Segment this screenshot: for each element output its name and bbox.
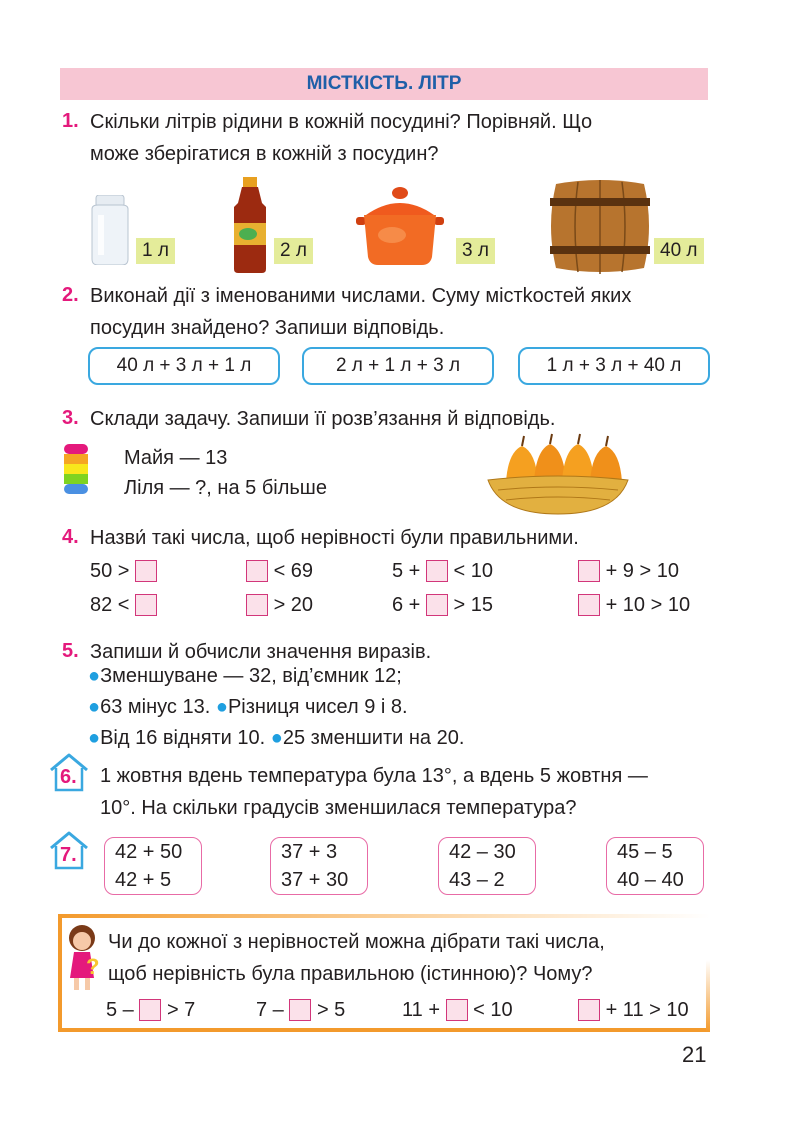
extra-line-2: щоб нерівність була правильною (істинною)? Чому? <box>108 963 593 985</box>
pencil-stack-icon <box>64 444 88 494</box>
task-4-number: 4. <box>62 526 79 548</box>
inequality-1-2: < 69 <box>246 560 313 583</box>
answer-square[interactable] <box>446 999 468 1021</box>
answer-square[interactable] <box>578 999 600 1021</box>
task-1-line-1: Скільки літрів рідини в кожній посудині? Порівняй. Що <box>90 111 593 133</box>
expression-pair-4: 45 – 5 40 – 40 <box>606 837 704 895</box>
task-2-line-1: Виконай дії з іменованими числами. Суму містkостей яких <box>90 285 632 307</box>
expression-pair-1: 42 + 50 42 + 5 <box>104 837 202 895</box>
inequality-2-1: 82 < <box>90 594 157 617</box>
task-3-line-1: Склади задачу. Запиши її розв’язання й відповідь. <box>90 408 556 430</box>
extra-inequality-2: 7 – > 5 <box>256 999 346 1021</box>
answer-square[interactable] <box>578 594 600 616</box>
inequality-2-2: > 20 <box>246 594 313 617</box>
extra-box-top-border <box>58 914 710 918</box>
answer-square[interactable] <box>426 560 448 582</box>
task-2-line-2: посудин знайдено? Запиши відповідь. <box>90 317 445 339</box>
answer-square[interactable] <box>139 999 161 1021</box>
task-3-number: 3. <box>62 407 79 429</box>
task-5-items-4-5: ●Від 16 відняти 10. ●25 зменшити на 20. <box>88 727 465 749</box>
girl-with-question-icon <box>62 922 104 994</box>
extra-box-right-border <box>706 960 710 1032</box>
expression-box-3: 1 л + 3 л + 40 л <box>518 347 710 385</box>
extra-box-bottom-border <box>58 1028 710 1032</box>
extra-inequality-4: + 11 > 10 <box>578 999 689 1022</box>
task-1-line-2: може зберігатися в кожній з посудин? <box>90 143 439 165</box>
expression-pair-2: 37 + 3 37 + 30 <box>270 837 368 895</box>
task-6-number: 6. <box>60 766 77 788</box>
extra-line-1: Чи до кожної з нерівностей можна дібрати такі числа, <box>108 931 605 953</box>
task-6-line-1: 1 жовтня вдень температура була 13°, а вдень 5 жовтня — <box>100 765 648 787</box>
inequality-1-3: 5 + < 10 <box>392 560 493 582</box>
barrel-icon <box>548 178 652 274</box>
volume-label-4: 40 л <box>654 238 704 264</box>
answer-square[interactable] <box>135 594 157 616</box>
volume-label-1: 1 л <box>136 238 175 264</box>
pears-basket-icon <box>486 432 630 516</box>
answer-square[interactable] <box>246 560 268 582</box>
pot-icon <box>352 185 448 267</box>
extra-inequality-1: 5 – > 7 <box>106 999 196 1021</box>
bottle-icon <box>228 177 272 273</box>
answer-square[interactable] <box>289 999 311 1021</box>
svg-text:?: ? <box>86 954 100 979</box>
answer-square[interactable] <box>426 594 448 616</box>
inequality-1-1: 50 > <box>90 560 157 583</box>
inequality-2-3: 6 + > 15 <box>392 594 493 616</box>
expression-box-1: 40 л + 3 л + 1 л <box>88 347 280 385</box>
extra-inequality-3: 11 + < 10 <box>402 999 513 1021</box>
task-2-number: 2. <box>62 284 79 306</box>
answer-square[interactable] <box>246 594 268 616</box>
task-5-items-2-3: ●63 мінус 13. ●Різниця чисел 9 і 8. <box>88 696 408 718</box>
task-5-number: 5. <box>62 640 79 662</box>
page-title: МІСТКІСТЬ. ЛІТР <box>306 73 462 94</box>
answer-square[interactable] <box>578 560 600 582</box>
task-5-line-1: Запиши й обчисли значення виразів. <box>90 641 432 663</box>
task-7-number: 7. <box>60 844 77 866</box>
task-1-number: 1. <box>62 110 79 132</box>
volume-label-2: 2 л <box>274 238 313 264</box>
inequality-1-4: + 9 > 10 <box>578 560 679 583</box>
title-bar <box>60 68 708 100</box>
expression-pair-3: 42 – 30 43 – 2 <box>438 837 536 895</box>
task-5-item-1: ●Зменшуване — 32, від’ємник 12; <box>88 665 402 687</box>
volume-label-3: 3 л <box>456 238 495 264</box>
answer-square[interactable] <box>135 560 157 582</box>
task-4-line-1: Назви́ такі числа, щоб нерівності були правильними. <box>90 527 579 549</box>
task-3-maya: Майя — 13 <box>124 447 228 469</box>
page-number: 21 <box>682 1042 707 1067</box>
task-3-lilya: Ліля — ?, на 5 більше <box>124 477 327 499</box>
inequality-2-4: + 10 > 10 <box>578 594 690 617</box>
jar-icon <box>88 195 132 265</box>
task-6-line-2: 10°. На скільки градусів зменшилася температура? <box>100 797 577 819</box>
expression-box-2: 2 л + 1 л + 3 л <box>302 347 494 385</box>
